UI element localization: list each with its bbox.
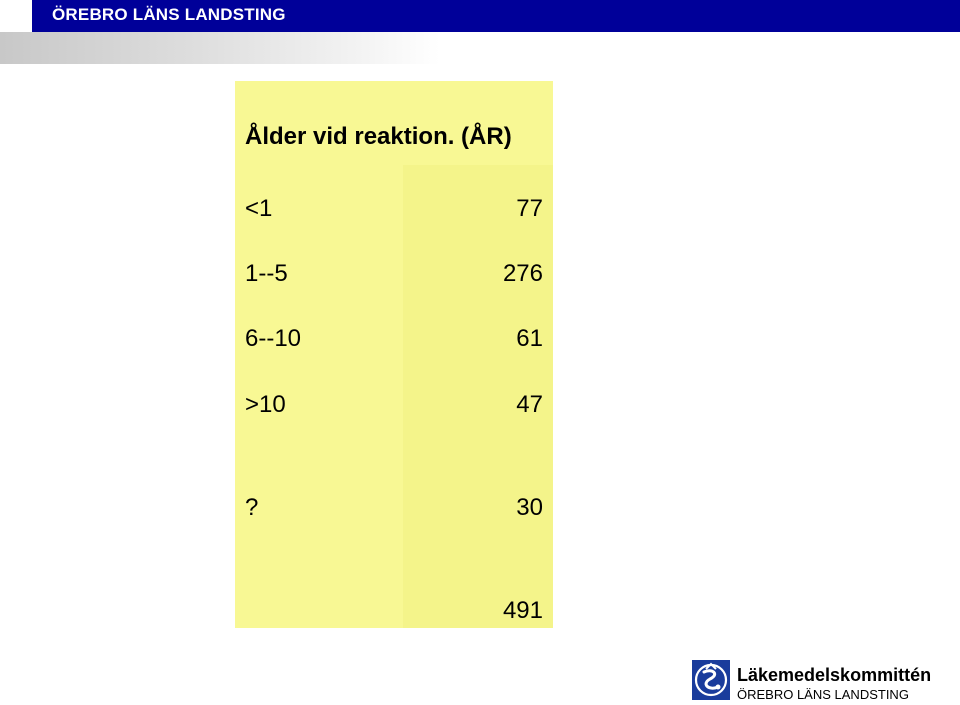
table-title: Ålder vid reaktion. (ÅR) xyxy=(245,123,512,150)
row-value: 77 xyxy=(516,195,543,222)
row-value: 276 xyxy=(502,260,543,287)
header-title: ÖREBRO LÄNS LANDSTING xyxy=(52,5,286,24)
row-label: 1--5 xyxy=(245,260,288,287)
row-value: 61 xyxy=(516,325,543,352)
row-value: 30 xyxy=(516,494,543,521)
row-label: ? xyxy=(245,494,259,521)
header-gradient-strip xyxy=(0,32,440,64)
snake-logo-icon xyxy=(692,660,730,700)
row-label: <1 xyxy=(245,195,273,222)
footer-title: Läkemedelskommittén xyxy=(737,665,932,685)
total-value: 491 xyxy=(502,597,543,624)
footer-subtitle: ÖREBRO LÄNS LANDSTING xyxy=(737,687,909,702)
row-value: 47 xyxy=(516,391,543,418)
row-label: 6--10 xyxy=(245,325,302,352)
row-label: >10 xyxy=(245,391,286,418)
